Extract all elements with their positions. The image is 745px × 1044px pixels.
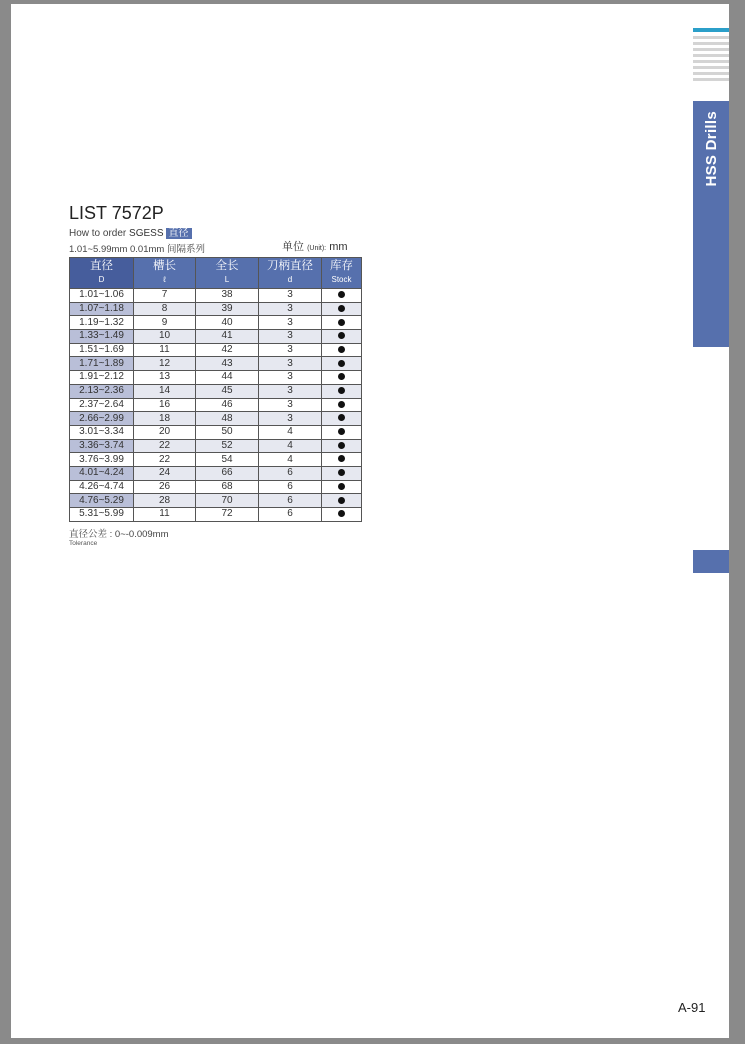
cell-diameter: 1.91~2.12 (70, 371, 134, 385)
table-row (70, 343, 362, 357)
cell-diameter: 1.71~1.89 (70, 357, 134, 371)
table-row (70, 384, 362, 398)
cell-diameter: 3.01~3.34 (70, 425, 134, 439)
cell-stock (322, 494, 362, 508)
table-row (70, 466, 362, 480)
cell-stock (322, 343, 362, 357)
cell-shank-diameter: 3 (259, 384, 322, 398)
cell-diameter: 1.19~1.32 (70, 316, 134, 330)
table-row (70, 357, 362, 371)
stock-dot-icon (338, 401, 345, 408)
table-row (70, 480, 362, 494)
cell-shank-diameter: 3 (259, 357, 322, 371)
table-row (70, 412, 362, 426)
stock-dot-icon (338, 442, 345, 449)
cell-flute-length: 22 (134, 453, 196, 467)
table-row (70, 289, 362, 303)
unit-zh: 单位 (282, 241, 304, 253)
section-tab-label: HSS Drills (702, 111, 720, 187)
cell-diameter: 2.13~2.36 (70, 384, 134, 398)
table-row (70, 302, 362, 316)
col-header-diameter: 直径 D (70, 258, 134, 289)
section-tab[interactable] (693, 101, 729, 347)
cell-shank-diameter: 3 (259, 316, 322, 330)
cell-flute-length: 12 (134, 357, 196, 371)
table-row (70, 398, 362, 412)
cell-overall-length: 72 (196, 508, 259, 522)
cell-overall-length: 41 (196, 330, 259, 344)
table-row (70, 453, 362, 467)
cell-flute-length: 10 (134, 330, 196, 344)
table-row (70, 494, 362, 508)
cell-stock (322, 439, 362, 453)
stock-dot-icon (338, 510, 345, 517)
cell-diameter: 1.51~1.69 (70, 343, 134, 357)
table-row (70, 425, 362, 439)
table-row (70, 330, 362, 344)
table-row (70, 439, 362, 453)
cell-stock (322, 371, 362, 385)
cell-stock (322, 398, 362, 412)
cell-stock (322, 466, 362, 480)
cell-flute-length: 28 (134, 494, 196, 508)
cell-diameter: 2.66~2.99 (70, 412, 134, 426)
table-header-row (70, 258, 362, 289)
cell-shank-diameter: 4 (259, 425, 322, 439)
cell-shank-diameter: 4 (259, 453, 322, 467)
stock-dot-icon (338, 497, 345, 504)
cell-overall-length: 54 (196, 453, 259, 467)
order-code: SGESS (129, 228, 164, 239)
stock-dot-icon (338, 483, 345, 490)
col-header-overall-length: 全长 L (196, 258, 259, 289)
stock-dot-icon (338, 305, 345, 312)
table-row (70, 316, 362, 330)
cell-shank-diameter: 6 (259, 508, 322, 522)
cell-flute-length: 11 (134, 508, 196, 522)
cell-diameter: 3.76~3.99 (70, 453, 134, 467)
cell-stock (322, 302, 362, 316)
cell-stock (322, 289, 362, 303)
cell-overall-length: 52 (196, 439, 259, 453)
cell-diameter: 4.01~4.24 (70, 466, 134, 480)
stock-dot-icon (338, 360, 345, 367)
cell-diameter: 2.37~2.64 (70, 398, 134, 412)
order-prefix: How to order (69, 228, 127, 239)
cell-flute-length: 11 (134, 343, 196, 357)
cell-flute-length: 14 (134, 384, 196, 398)
cell-flute-length: 16 (134, 398, 196, 412)
cell-shank-diameter: 3 (259, 302, 322, 316)
col-header-shank-diameter: 刀柄直径 d (259, 258, 322, 289)
cell-flute-length: 13 (134, 371, 196, 385)
cell-stock (322, 316, 362, 330)
stock-dot-icon (338, 291, 345, 298)
cell-overall-length: 68 (196, 480, 259, 494)
stock-dot-icon (338, 319, 345, 326)
tolerance-label: Tolerance (69, 540, 98, 547)
range-text: 1.01~5.99mm 0.01mm 间隔系列 (69, 244, 205, 255)
stock-dot-icon (338, 414, 345, 421)
cell-flute-length: 22 (134, 439, 196, 453)
cell-stock (322, 508, 362, 522)
stock-dot-icon (338, 428, 345, 435)
unit-en: (Unit): (307, 245, 327, 252)
cell-flute-length: 26 (134, 480, 196, 494)
cell-overall-length: 40 (196, 316, 259, 330)
cell-diameter: 5.31~5.99 (70, 508, 134, 522)
side-decor-lines (693, 28, 729, 84)
cell-flute-length: 7 (134, 289, 196, 303)
tolerance-text: 直径公差 : 0~-0.009mm (69, 529, 169, 540)
cell-diameter: 1.01~1.06 (70, 289, 134, 303)
cell-flute-length: 18 (134, 412, 196, 426)
cell-overall-length: 48 (196, 412, 259, 426)
cell-diameter: 4.76~5.29 (70, 494, 134, 508)
stock-dot-icon (338, 332, 345, 339)
cell-diameter: 3.36~3.74 (70, 439, 134, 453)
list-title: LIST 7572P (69, 203, 164, 223)
stock-dot-icon (338, 373, 345, 380)
cell-overall-length: 44 (196, 371, 259, 385)
cell-shank-diameter: 6 (259, 466, 322, 480)
col-header-flute-length: 槽长 ℓ (134, 258, 196, 289)
cell-overall-length: 46 (196, 398, 259, 412)
cell-stock (322, 412, 362, 426)
cell-flute-length: 9 (134, 316, 196, 330)
cell-flute-length: 8 (134, 302, 196, 316)
cell-shank-diameter: 3 (259, 371, 322, 385)
section-tab-marker (693, 550, 729, 573)
order-tag: 直径 (166, 228, 192, 239)
how-to-order (69, 224, 192, 239)
cell-shank-diameter: 6 (259, 494, 322, 508)
cell-diameter: 1.33~1.49 (70, 330, 134, 344)
cell-overall-length: 39 (196, 302, 259, 316)
cell-stock (322, 480, 362, 494)
cell-shank-diameter: 3 (259, 412, 322, 426)
cell-shank-diameter: 3 (259, 343, 322, 357)
cell-shank-diameter: 3 (259, 330, 322, 344)
table-row (70, 371, 362, 385)
cell-overall-length: 42 (196, 343, 259, 357)
cell-flute-length: 24 (134, 466, 196, 480)
cell-diameter: 1.07~1.18 (70, 302, 134, 316)
cell-diameter: 4.26~4.74 (70, 480, 134, 494)
cell-shank-diameter: 3 (259, 289, 322, 303)
stock-dot-icon (338, 387, 345, 394)
page-number: A-91 (678, 1000, 706, 1015)
cell-overall-length: 70 (196, 494, 259, 508)
cell-overall-length: 43 (196, 357, 259, 371)
cell-flute-length: 20 (134, 425, 196, 439)
cell-stock (322, 384, 362, 398)
table-row (70, 508, 362, 522)
cell-overall-length: 66 (196, 466, 259, 480)
cell-overall-length: 45 (196, 384, 259, 398)
cell-stock (322, 453, 362, 467)
cell-overall-length: 38 (196, 289, 259, 303)
cell-overall-length: 50 (196, 425, 259, 439)
unit-value: mm (329, 241, 348, 253)
spec-table (69, 257, 362, 522)
col-header-stock: 库存 Stock (322, 258, 362, 289)
stock-dot-icon (338, 455, 345, 462)
unit-label (282, 238, 348, 254)
cell-shank-diameter: 4 (259, 439, 322, 453)
cell-stock (322, 425, 362, 439)
cell-stock (322, 330, 362, 344)
cell-stock (322, 357, 362, 371)
cell-shank-diameter: 6 (259, 480, 322, 494)
stock-dot-icon (338, 469, 345, 476)
stock-dot-icon (338, 346, 345, 353)
cell-shank-diameter: 3 (259, 398, 322, 412)
